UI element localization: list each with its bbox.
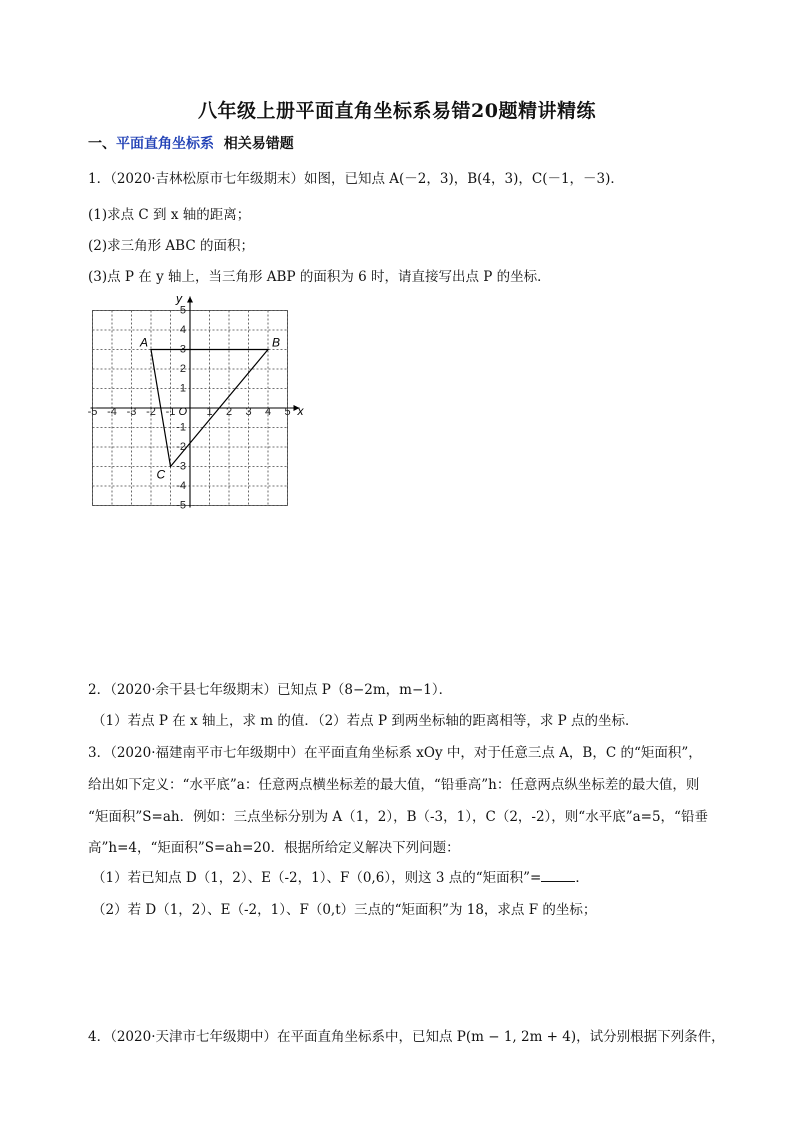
x-tick-label: -4 <box>107 405 117 418</box>
q3-sub-1-end: ． <box>575 870 589 886</box>
point-label-b: B <box>272 335 281 350</box>
y-tick-label: 2 <box>179 362 186 375</box>
q3-line-1: 3．（2020·福建南平市七年级期中）在平面直角坐标系 xOy 中，对于任意三点 A，B，C 的“矩面积”， <box>88 745 702 761</box>
y-tick-label: -4 <box>176 479 186 492</box>
q3-line-2: 给出如下定义：“水平底”a：任意两点横坐标差的最大值，“铅垂高”h：任意两点纵坐标差的最大值，则 <box>88 777 700 793</box>
origin-label: O <box>178 405 187 418</box>
point-label-a: A <box>140 335 149 350</box>
y-axis-arrow <box>187 297 193 303</box>
q3-sub-1 <box>92 866 589 886</box>
q2-stem: 2．（2020·余干县七年级期末）已知点 P（8−2m，m−1）． <box>88 682 453 698</box>
y-tick-label: 4 <box>179 323 186 336</box>
x-tick-label: 3 <box>245 405 252 418</box>
y-tick-label: -2 <box>176 440 186 453</box>
y-tick-label: 5 <box>179 304 186 317</box>
x-tick-label: 1 <box>206 405 213 418</box>
q3-sub-1-text: （1）若已知点 D（1，2）、E（-2，1）、F（0,6），则这 3 点的“矩面积”= <box>92 870 542 886</box>
graph-axes <box>91 292 305 508</box>
x-tick-label: -1 <box>165 405 176 418</box>
y-tick-label: -5 <box>176 499 186 511</box>
q1-part-2: (2)求三角形 ABC 的面积； <box>88 238 254 254</box>
coordinate-graph <box>80 286 310 511</box>
page-title: 八年级上册平面直角坐标系易错20题精讲精练 <box>198 100 596 122</box>
x-tick-label: -2 <box>146 405 156 418</box>
q2-subquestions: （1）若点 P 在 x 轴上，求 m 的值．（2）若点 P 到两坐标轴的距离相等，求 P 点的坐标． <box>92 713 639 729</box>
section-prefix: 一、 <box>88 136 116 152</box>
point-label-c: C <box>156 467 166 482</box>
x-tick-label: 5 <box>284 405 291 418</box>
x-tick-label: -3 <box>126 405 137 418</box>
section-name: 平面直角坐标系 <box>116 136 214 152</box>
q1-part-1: (1)求点 C 到 x 轴的距离； <box>88 207 251 223</box>
y-tick-label: 3 <box>179 343 186 356</box>
x-tick-label: 4 <box>264 405 272 418</box>
y-tick-label: 1 <box>179 382 186 395</box>
section-suffix: 相关易错题 <box>223 136 294 152</box>
y-tick-label: -1 <box>176 421 186 434</box>
section-heading <box>88 133 294 153</box>
q1-stem: 1．（2020·吉林松原市七年级期末）如图，已知点 A(－2，3)，B(4，3)，C(－1，－3)． <box>88 171 624 187</box>
q3-line-4: 高”h=4，“矩面积”S=ah=20．根据所给定义解决下列问题： <box>88 840 460 856</box>
y-axis-label: y <box>176 291 182 306</box>
x-tick-label: 2 <box>225 405 233 418</box>
q4-stem: 4．（2020·天津市七年级期中）在平面直角坐标系中，已知点 P(m − 1, 2m + 4)，试分别根据下列条件， <box>88 1029 725 1045</box>
y-tick-label: -3 <box>176 460 186 473</box>
x-tick-label: -5 <box>87 405 98 418</box>
q3-sub-2: （2）若 D（1，2）、E（-2，1）、F（0,t）三点的“矩面积”为 18，求点 F 的坐标； <box>92 902 597 918</box>
answer-blank[interactable] <box>541 868 575 882</box>
q1-part-3: (3)点 P 在 y 轴上，当三角形 ABP 的面积为 6 时，请直接写出点 P 的坐标． <box>88 269 551 285</box>
q3-line-3: “矩面积”S=ah．例如：三点坐标分别为 A（1，2），B（-3，1），C（2，-2），则“水平底”a=5，“铅垂 <box>88 809 708 825</box>
x-axis-label: x <box>297 404 304 418</box>
